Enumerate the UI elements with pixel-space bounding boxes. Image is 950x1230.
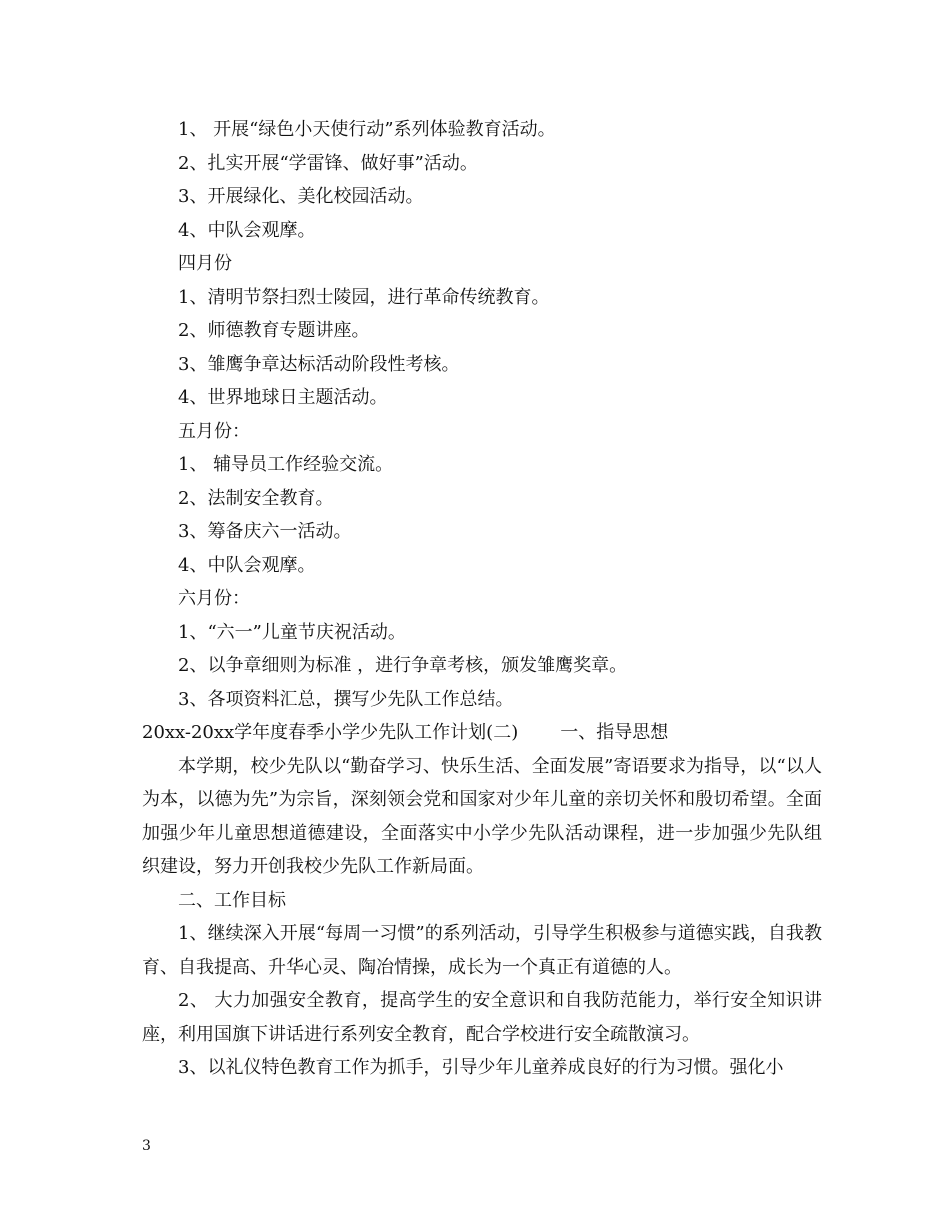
list-item: 3、开展绿化、美化校园活动。 xyxy=(178,186,424,207)
month-heading-april: 四月份 xyxy=(178,253,232,274)
list-item: 4、中队会观摩。 xyxy=(178,219,316,241)
page-content xyxy=(142,113,822,1085)
list-item: 2、以争章细则为标准 ，进行争章考核，颁发雏鹰奖章。 xyxy=(178,655,628,676)
list-item: 1、 辅导员工作经验交流。 xyxy=(178,454,394,475)
list-item: 2、扎实开展“学雷锋、做好事”活动。 xyxy=(178,152,478,174)
list-item: 4、中队会观摩。 xyxy=(178,554,316,576)
section-heading-guiding: 一、指导思想 xyxy=(560,722,669,743)
month-heading-may: 五月份： xyxy=(178,420,250,442)
section-heading-goals: 二、工作目标 xyxy=(178,889,286,911)
paragraph-guiding: 本学期，校少先队以“勤奋学习、快乐生活、全面发展”寄语要求为指导，以“以人为本，以德为先”为宗旨，深刻领会党和国家对少年儿童的亲切关怀和殷切希望。全面加强少年儿童思想道德建设，全面落实中小学少先队活动课程，进一步加强少先队组织建设，努力开创我校少先队工作新局面。 xyxy=(142,755,822,877)
list-item: 2、师德教育专题讲座。 xyxy=(178,320,370,341)
paragraph-goal-3: 3、以礼仪特色教育工作为抓手，引导少年儿童养成良好的行为习惯。强化小 xyxy=(178,1057,784,1078)
list-item: 1、清明节祭扫烈士陵园，进行革命传统教育。 xyxy=(178,286,550,308)
paragraph-goal-2: 2、 大力加强安全教育，提高学生的安全意识和自我防范能力，举行安全知识讲座，利用国旗下讲话进行系列安全教育，配合学校进行安全疏散演习。 xyxy=(142,990,822,1045)
list-item: 2、法制安全教育。 xyxy=(178,487,334,509)
month-heading-june: 六月份： xyxy=(178,588,250,609)
list-item: 4、世界地球日主题活动。 xyxy=(178,387,388,408)
document-title-line xyxy=(142,716,822,750)
list-item: 3、各项资料汇总，撰写少先队工作总结。 xyxy=(178,688,514,710)
paragraph-goal-1: 1、继续深入开展“每周一习惯”的系列活动，引导学生积极参与道德实践，自我教育、自我提高、升华心灵、陶冶情操，成长为一个真正有道德的人。 xyxy=(142,923,822,978)
list-item: 3、雏鹰争章达标活动阶段性考核。 xyxy=(178,353,460,375)
list-item: 3、筹备庆六一活动。 xyxy=(178,521,352,542)
list-item: 1、“六一”儿童节庆祝活动。 xyxy=(178,621,406,643)
page-number: 3 xyxy=(142,1138,151,1154)
list-item: 1、 开展“绿色小天使行动”系列体验教育活动。 xyxy=(178,119,556,140)
document-title: 20xx-20xx学年度春季小学少先队工作计划(二) xyxy=(142,722,519,743)
